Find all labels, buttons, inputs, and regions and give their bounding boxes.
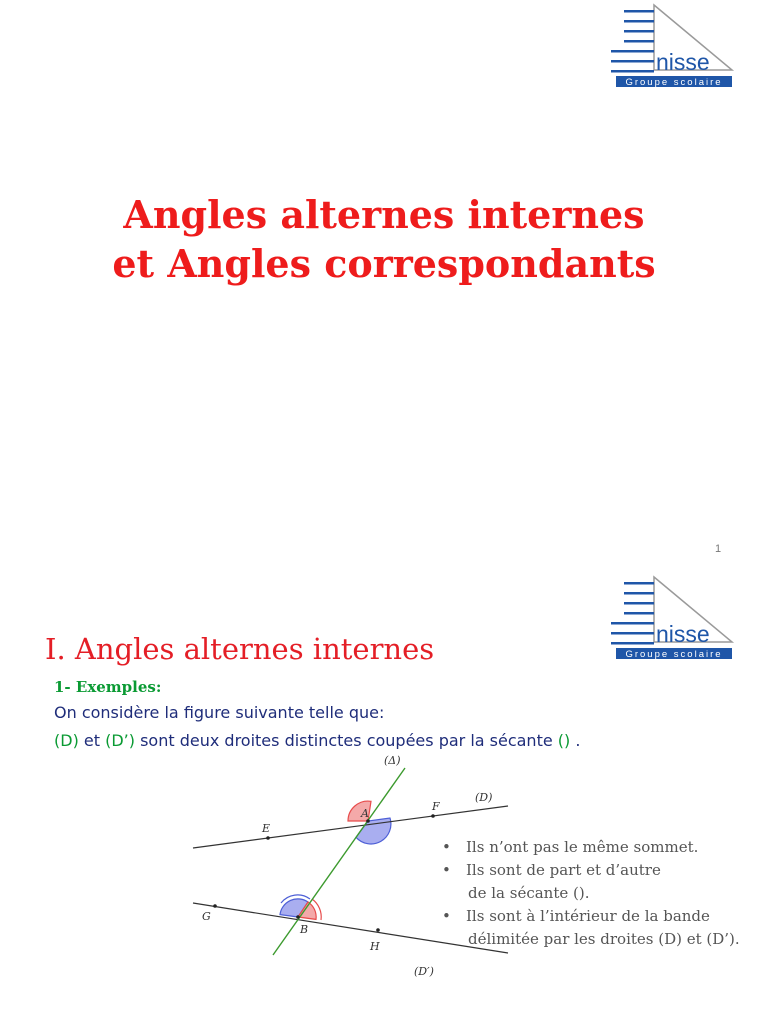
label-point-a: A xyxy=(361,807,369,820)
label-point-h: H xyxy=(370,940,380,953)
slide-title xyxy=(0,190,768,289)
logo-brand: nisse xyxy=(656,621,710,647)
page-number: 1 xyxy=(715,543,722,555)
condition-middle: sont deux droites distinctes coupées par la sécante xyxy=(135,731,558,749)
list-item: • Ils sont à l’intérieur de la bande xyxy=(442,907,710,925)
label-point-f: F xyxy=(432,800,440,813)
secant-ref: () xyxy=(557,731,571,749)
logo-tagline: Groupe scolaire xyxy=(625,77,723,88)
list-item: • Ils sont de part et d’autre xyxy=(442,861,661,879)
title-line-1: Angles alternes internes xyxy=(123,192,645,237)
section-title: I. Angles alternes internes xyxy=(45,632,435,666)
label-d: (D) xyxy=(475,791,493,804)
condition-text xyxy=(54,731,634,749)
secant-line xyxy=(273,768,405,955)
condition-et: et xyxy=(78,731,106,749)
school-logo xyxy=(608,572,738,682)
label-dprime: (D′) xyxy=(414,965,434,978)
list-item: • Ils n’ont pas le même sommet. xyxy=(442,838,699,856)
line-d-ref: (D) xyxy=(54,731,79,749)
intro-text: On considère la figure suivante telle que: xyxy=(54,703,385,722)
logo-tagline: Groupe scolaire xyxy=(625,649,723,660)
line-dprime-ref: (D’) xyxy=(105,731,135,749)
content-slide xyxy=(0,570,768,1024)
label-point-g: G xyxy=(202,910,211,923)
logo-brand: nisse xyxy=(656,49,710,75)
subsection-title: 1- Exemples: xyxy=(54,678,162,696)
school-logo xyxy=(608,0,738,110)
list-item-continuation: de la sécante (). xyxy=(468,884,590,902)
condition-end: . xyxy=(570,731,581,749)
properties-list xyxy=(442,836,740,951)
label-point-e: E xyxy=(262,822,271,835)
title-line-2: et Angles correspondants xyxy=(112,241,656,287)
label-point-b: B xyxy=(300,923,309,936)
label-delta: (Δ) xyxy=(384,754,401,767)
list-item-continuation: délimitée par les droites (D) et (D’). xyxy=(468,930,740,948)
